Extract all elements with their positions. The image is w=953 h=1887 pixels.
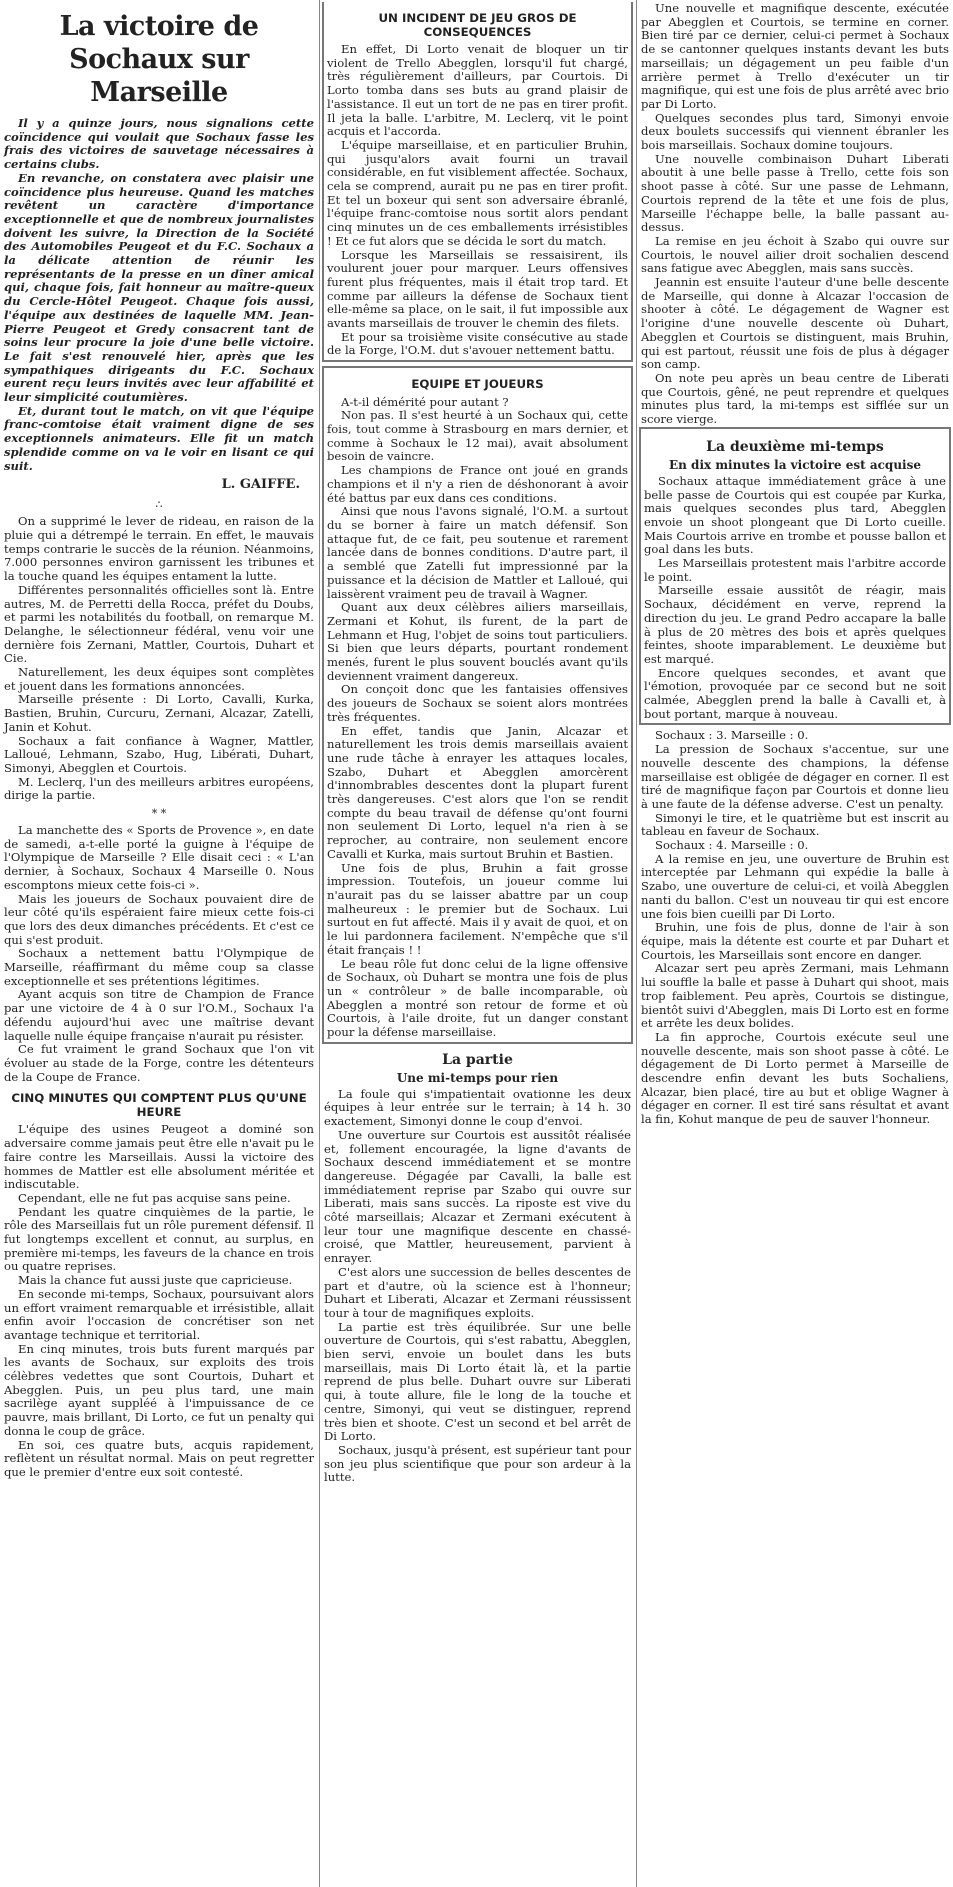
paragraph: L'équipe des usines Peugeot a dominé son adversaire comme jamais peut être elle n'avait pu le faire contre les Marseillais. Aussi la victoire des hommes de Mattler est elle absolument méritée et indiscutable. [4,1122,314,1192]
paragraph: La remise en jeu échoit à Szabo qui ouvre sur Courtois, le nouvel ailier droit sochalien descend sans fatigue avec Abegglen, mais sans succès. [641,233,949,276]
paragraph: M. Leclerq, l'un des meilleurs arbitres européens, dirige la partie. [4,774,314,803]
paragraph: En revanche, on constatera avec plaisir une coïncidence plus heureuse. Quand les matches revêtent un caractère d'importance exceptionnelle et que de nombreux journalistes doivent les suivre, la Direction de la Société des Automobiles Peugeot et du F.C. Sochaux a la délicate attention de réunir les représentants de la presse en un dîner amical qui, chaque fois, fait honneur au maître-queux du Cercle-Hôtel Peugeot. Chaque fois aussi, l'équipe aux destinées de laquelle MM. Jean-Pierre Peugeot et Gredy consacrent tant de soins leur procure la joie d'une belle victoire. Le fait s'est renouvelé hier, après que les sympathiques dirigeants du F.C. Sochaux eurent reçu leurs invités avec leur affabilité et leur simplicité coutumières. [4,170,314,405]
paragraph: Sochaux : 4. Marseille : 0. [655,838,809,853]
paragraph: Sochaux : 3. Marseille : 0. [655,728,809,743]
paragraph: Une ouverture sur Courtois est aussitôt réalisée et, follement encouragée, la ligne d'avants de Sochaux descend immédiatement et se montre dangereuse. Dégagée par Cavalli, la balle est immédiatement reprise par Szabo qui ouvre sur Liberati, mais sans succès. La riposte est vive du côté marseillais; Alcazar et Zermani exécutent à leur tour une magnifique descente en chassé-croisé, que Mattler, heureusement, parvient à enrayer. [324,1127,631,1266]
subheading-partie: La partie [442,1051,513,1068]
paragraph: Bruhin, une fois de plus, donne de l'air à son équipe, mais la détente est courte et par Duhart et Courtois, les Marseillais sont encore en danger. [641,920,949,962]
paragraph: Ayant acquis son titre de Champion de France par une victoire de 4 à 0 sur l'O.M., Sochaux l'a défendu aujourd'hui avec une maîtrise devant laquelle nulle équipe française n'aurait pu résister. [4,987,314,1043]
paragraph: La pression de Sochaux s'accentue, sur une nouvelle descente des champions, la défense marseillaise est obligée de dégager en corner. Il est tiré de magnifique façon par Courtois et donne lieu à une faute de la défense adverse. C'est un penalty. [641,742,949,811]
paragraph: A-t-il démérité pour autant ? [341,394,509,409]
paragraph: Les Marseillais protestent mais l'arbitre accorde le point. [644,556,946,584]
paragraph: Ainsi que nous l'avons signalé, l'O.M. a surtout du se borner à faire un match défensif. Son attaque fut, de ce fait, peu soutenue et rarement lancée dans de bonnes conditions. D'autre part, il a semblé que Zatelli fut impressionné par la puissance et la décision de Mattler et Lalloué, qui laissèrent vraiment peu de travail à Wagner. [327,504,628,601]
paragraph: Marseille présente : Di Lorto, Cavalli, Kurka, Bastien, Bruhin, Curcuru, Zernani, Alcazar, Zatelli, Janin et Kohut. [4,692,314,734]
box-equipe [322,366,633,1044]
paragraph: La partie est très équilibrée. Sur une belle ouverture de Courtois, qui s'est rabattu, Abegglen, bien servi, envoie un boulet dans les buts marseillais, mais Di Lorto était là, et la partie reprend de plus belle. Duhart ouvre sur Liberati qui, à toute allure, file le long de la touche et centre, Simonyi, qui veut se distinguer, reprend très bien et shoote. C'est un second et bel arrêt de Di Lorto. [324,1319,631,1444]
body-equipe [327,396,628,1040]
paragraph: Jeannin est ensuite l'auteur d'une belle descente de Marseille, qui donne à Alcazar l'occasion de shooter à côté. Le dégagement de Wagner est l'origine d'une nouvelle descente où Duhart, Abegglen et Courtois se distinguent, mais Bruhin, qui est partout, réussit une fois de plus à dégager son camp. [641,275,949,372]
body-premiere-mi-temps [641,2,949,427]
paragraph: Sochaux a nettement battu l'Olympique de Marseille, réaffirmant du même coup sa classe exceptionnelle et ses prétentions légitimes. [4,946,314,988]
paragraph: Les champions de France ont joué en grands champions et il n'y a rien de déshonorant à avoir été battus par eux dans ces conditions. [327,463,628,505]
box-deuxieme [639,427,951,726]
subheading-equipe: EQUIPE ET JOUEURS [411,377,544,392]
paragraph: Différentes personnalités officielles sont là. Entre autres, M. de Perretti della Rocca, préfet du Doubs, et parmi les notabilités du football, on remarque M. Delanghe, le sélectionneur fédéral, venu voir une dernière fois Zernani, Mattler, Courtois, Duhart et Cie. [4,582,314,666]
paragraph: Pendant les quatre cinquièmes de la partie, le rôle des Marseillais fut un rôle purement défensif. Il fut longtemps excellent et connut, au surplus, en première mi-temps, les faveurs de la chance en trois ou quatre reprises. [4,1204,314,1274]
body-manchette [4,824,314,1084]
column-3 [637,0,953,1127]
body-opening [4,515,314,803]
box-incident [322,2,633,362]
paragraph: Cependant, elle ne fut pas acquise sans peine. [18,1190,291,1205]
subheading-dix-minutes: En dix minutes la victoire est acquise [669,457,921,472]
paragraph: On a supprimé le lever de rideau, en raison de la pluie qui a détrempé le terrain. En effet, le mauvais temps contrarie le succès de la réunion. Néanmoins, 7.000 personnes environ garnissent les tribunes et la touche quand les équipes entament la lutte. [4,514,314,584]
column-2 [320,0,635,1485]
paragraph: A la remise en jeu, une ouverture de Bruhin est interceptée par Lehmann qui expédie la balle à Szabo, une ouverture de celui-ci, et voilà Abegglen nanti du ballon. C'est un nouveau tir qui est encore une fois bien cueilli par Di Lorto. [641,851,949,921]
paragraph: Marseille essaie aussitôt de réagir, mais Sochaux, décidément en verve, reprend la direction du jeu. Le grand Pedro accapare la balle à plus de 20 mètres des bois et après quelques feintes, shoote imparablement. Le deuxième but est marqué. [644,583,946,666]
body-deuxieme [644,475,946,722]
paragraph: La fin approche, Courtois exécute seul une nouvelle descente, mais son shoot passe à côté. Le dégagement de Di Lorto permet à Marseille de descendre enfin devant les buts Sochaliens, Alcazar, bien placé, tire au but et oblige Wagner à dégager en corner. Il est tiré sans résultat et avant la fin, Kohut manque de peu de sauver l'honneur. [641,1029,949,1127]
paragraph: Ce fut vraiment le grand Sochaux que l'on vit évoluer au stade de la Forge, contre les détenteurs de la Coupe de France. [4,1042,314,1084]
paragraph: Une fois de plus, Bruhin a fait grosse impression. Toutefois, un joueur comme lui n'aurait pas du se laisser abattre par un coup malheureux : le premier but de Sochaux. Lui surtout en fut affecté. Mais il y avait de quoi, et on le lui pardonnera facilement. N'empêche que s'il était français ! ! [327,860,628,957]
paragraph: On note peu après un beau centre de Liberati que Courtois, gêné, ne peut reprendre et quelques minutes plus tard, la mi-temps est sifflée sur un score vierge. [641,370,949,427]
body-incident [327,43,628,358]
paragraph: Et, durant tout le match, on vit que l'équipe franc-comtoise était vraiment digne de ses exceptionnels animateurs. Elle fit un match splendide comme on va le voir en lisant ce qui suit. [4,403,314,473]
subheading-deuxieme: La deuxième mi-temps [706,438,884,455]
paragraph: La manchette des « Sports de Provence », en date de samedi, a-t-elle porté la guigne à l'équipe de l'Olympique de Marseille ? Elle disait ceci : « L'an dernier, à Sochaux, Sochaux 4 Marseille 0. Nous escomptons mieux cette fois-ci ». [4,823,314,892]
paragraph: Sochaux a fait confiance à Wagner, Mattler, Lalloué, Lehmann, Szabo, Hug, Libérati, Duhart, Simonyi, Abegglen et Courtois. [4,733,314,775]
paragraph: Encore quelques secondes, et avant que l'émotion, provoquée par ce second but ne soit calmée, Abegglen prend la balle à Cavalli et, à bout portant, marque à nouveau. [644,665,946,721]
column-1 [0,0,318,1480]
paragraph: Sochaux attaque immédiatement grâce à une belle passe de Courtois qui est coupée par Kurka, mais quelques secondes plus tard, Abegglen envoie un shoot plongeant que Di Lorto cueille. Mais Courtois arrive en trombe et pousse ballon et goal dans les buts. [644,473,946,557]
body-partie [324,1088,631,1485]
intro [4,117,314,473]
subheading-cinq-minutes: CINQ MINUTES QUI COMPTENT PLUS QU'UNE HEURE [11,1091,307,1119]
paragraph: Lorsque les Marseillais se ressaisirent, ils voulurent jouer pour marquer. Leurs offensives furent plus fréquentes, mais il était trop tard. Et comme par ailleurs la défense de Sochaux tient elle-même sa place, on le sait, il fut impossible aux avants marseillais de trouver le chemin des filets. [327,247,628,331]
paragraph: En seconde mi-temps, Sochaux, poursuivant alors un effort vraiment remarquable et irrésistible, allait enfin avoir l'occasion de concrétiser son net avantage technique et territorial. [4,1286,314,1342]
paragraph: Mais les joueurs de Sochaux pouvaient dire de leur côté qu'ils espéraient faire mieux cette fois-ci que lors des deux dimanches précédents. Et c'est ce qui s'est produit. [4,891,314,947]
separator-stars: * * [151,807,167,821]
headline: La victoire de Sochaux sur Marseille [59,11,259,108]
paragraph: En cinq minutes, trois buts furent marqués par les avants de Sochaux, sur exploits des trois célèbres vedettes que sont Courtois, Duhart et Abegglen. Puis, un peu plus tard, une main sacrilège ayant suppléé à l'impuissance de ce pauvre, mais brillant, Di Lorto, ce fut un penalty qui donna le coup de grâce. [4,1341,314,1438]
signature: L. GAIFFE. [221,477,300,493]
paragraph: En effet, tandis que Janin, Alcazar et naturellement les trois demis marseillais avaient une rude tâche à enrayer les attaques locales, Szabo, Duhart et Abegglen amorcèrent d'innombrables descentes dont la plupart furent très dangereuses. C'est alors que l'on se rendit compte du beau travail de défense qu'ont fourni non seulement Di Lorto, lequel n'a rien à se reprocher, au contraire, non seulement encore Cavalli et Kurka, mais surtout Bruhin et Bastien. [327,723,628,861]
paragraph: La foule qui s'impatientait ovationne les deux équipes à leur entrée sur le terrain; à 14 h. 30 exactement, Simonyi donne le coup d'envoi. [324,1086,631,1129]
paragraph: En soi, ces quatre buts, acquis rapidement, reflètent un résultat normal. Mais on peut regretter que le premier d'entre eux soit contesté. [4,1437,314,1479]
paragraph: Mais la chance fut aussi juste que capricieuse. [18,1273,293,1288]
paragraph: Quant aux deux célèbres ailiers marseillais, Zermani et Kohut, ils furent, de la part de Lehmann et Hug, l'objet de soins tout particuliers. Si bien que leurs départs, pourtant rondement menés, furent le plus souvent bouclés avant qu'ils deviennent vraiment dangereux. [327,600,628,683]
paragraph: Non pas. Il s'est heurté à un Sochaux qui, cette fois, tout comme à Strasbourg en mars dernier, et comme à Sochaux le 12 mai), avait absolument besoin de vaincre. [327,408,628,464]
paragraph: Sochaux, jusqu'à présent, est supérieur tant pour son jeu plus scientifique que pour son ardeur à la lutte. [324,1443,631,1485]
paragraph: Une nouvelle combinaison Duhart Liberati aboutit à une belle passe à Trello, cette fois son shoot passe à côté. Sur une passe de Lehmann, Courtois reprend de la tête et une fois de plus, Marseille l'échappe belle, la balle passant au-dessus. [641,151,949,235]
paragraph: En effet, Di Lorto venait de bloquer un tir violent de Trello Abegglen, lorsqu'il fut chargé, très régulièrement d'ailleurs, par Courtois. Di Lorto tomba dans ses buts au grand plaisir de l'assistance. Il eut un tort de ne pas en tirer profit. Il jeta la balle. L'arbitre, M. Leclerq, vit le point acquis et l'accorda. [327,42,628,139]
body-cinq-minutes [4,1123,314,1479]
paragraph: Quelques secondes plus tard, Simonyi envoie deux boulets successifs qui viennent ébranler les bois marseillais. Sochaux domine toujours. [641,110,949,153]
separator-stars: ∴ [155,498,163,512]
paragraph: Alcazar sert peu après Zermani, mais Lehmann lui souffle la balle et passe à Duhart qui shoot, mais trop faiblement. Peu après, Courtois se distingue, bientôt suivi d'Abegglen, mais Di Lorto est en forme et arrête les deux bolides. [641,961,949,1031]
subheading-mi-temps: Une mi-temps pour rien [396,1070,559,1085]
paragraph: Naturellement, les deux équipes sont complètes et jouent dans les formations annoncées. [4,665,314,693]
paragraph: Le beau rôle fut donc celui de la ligne offensive de Sochaux, où Duhart se montra une fois de plus un « contrôleur » de balle incomparable, où Abegglen a montré son retour de forme et où Courtois, à l'aile droite, fut un danger constant pour la défense marseillaise. [327,956,628,1040]
paragraph: Il y a quinze jours, nous signalions cette coïncidence qui voulait que Sochaux fasse les frais des victoires de sauvetage nécessaires à certains clubs. [4,116,314,172]
paragraph: On conçoit donc que les fantaisies offensives des joueurs de Sochaux se soient alors montrées très fréquentes. [327,682,628,724]
paragraph: Et pour sa troisième visite consécutive au stade de la Forge, l'O.M. dut s'avouer nettement battu. [327,329,628,358]
paragraph: Une nouvelle et magnifique descente, exécutée par Abegglen et Courtois, se termine en corner. Bien tiré par ce dernier, celui-ci permet à Sochaux de se cantonner quelques instants devant les buts marseillais; un dégagement un peu faible d'un arrière permet à Trello d'exécuter un tir magnifique, qui est une fois de plus arrêté avec brio par Di Lorto. [641,1,949,111]
subheading-incident: UN INCIDENT DE JEU GROS DE CONSEQUENCES [378,11,577,39]
paragraph: C'est alors une succession de belles descentes de part et d'autre, où la science est à l'honneur; Duhart et Liberati, Alcazar et Zermani réussissent tour à tour de magnifiques exploits. [324,1264,631,1320]
paragraph: Simonyi le tire, et le quatrième but est inscrit au tableau en faveur de Sochaux. [641,810,949,839]
body-score [641,729,949,1126]
paragraph: L'équipe marseillaise, et en particulier Bruhin, qui jusqu'alors avait fourni un travail considérable, en fut visiblement affectée. Sochaux, cela se comprend, aurait pu ne pas en tirer profit. Et tel un boxeur qui sent son adversaire ébranlé, l'équipe franc-comtoise nous sortit alors pendant cinq minutes un de ces emballements irrésistibles ! Et ce fut alors que se décida le sort du match. [327,137,628,248]
